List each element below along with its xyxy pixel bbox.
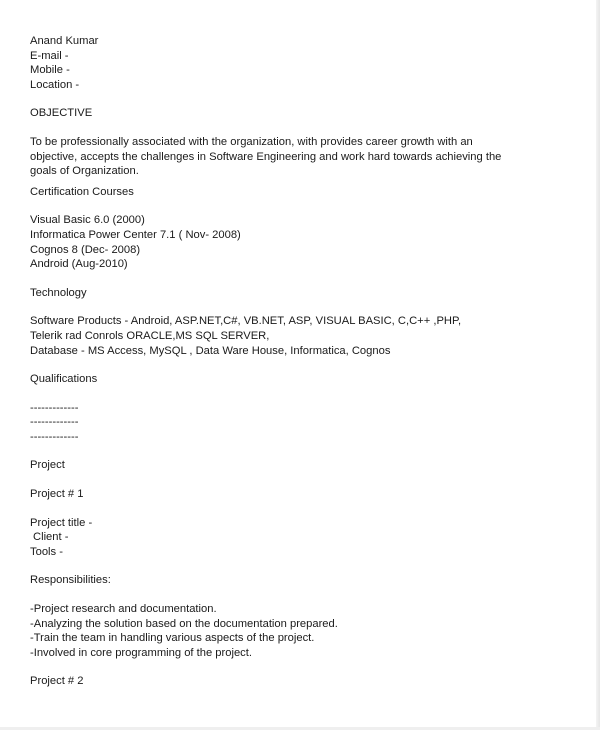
project-1-heading: Project # 1	[30, 488, 84, 501]
candidate-name: Anand Kumar	[30, 35, 99, 47]
qualification-item: -------------	[30, 416, 79, 429]
responsibility-item: -Train the team in handling various aspects of the project.	[30, 632, 315, 645]
responsibilities-heading: Responsibilities:	[30, 574, 111, 587]
certifications-section	[30, 185, 570, 272]
certification-item: Informatica Power Center 7.1 ( Nov- 2008)	[30, 228, 241, 241]
objective-section	[30, 106, 570, 178]
responsibility-item: -Involved in core programming of the project.	[30, 646, 252, 659]
technology-line: Telerik rad Conrols ORACLE,MS SQL SERVER,	[30, 329, 270, 342]
project-tools-line: Tools -	[30, 545, 63, 558]
contact-block	[30, 34, 570, 92]
technology-line: Database - MS Access, MySQL , Data Ware House, Informatica, Cognos	[30, 344, 391, 357]
qualification-item: -------------	[30, 430, 79, 443]
certifications-heading: Certification Courses	[30, 185, 134, 198]
responsibility-item: -Project research and documentation.	[30, 603, 217, 616]
technology-section	[30, 286, 570, 358]
project-client-line: Client -	[33, 531, 69, 544]
page-right-edge	[596, 0, 600, 730]
technology-line: Software Products - Android, ASP.NET,C#, VB.NET, ASP, VISUAL BASIC, C,C++ ,PHP,	[30, 315, 462, 328]
project-heading: Project	[30, 459, 65, 472]
project-2-heading: Project # 2	[30, 675, 84, 688]
objective-text-line: objective, accepts the challenges in Software Engineering and work hard towards achieving the	[30, 150, 502, 163]
objective-text-line: goals of Organization.	[30, 165, 139, 178]
certification-item: Cognos 8 (Dec- 2008)	[30, 243, 141, 256]
objective-heading: OBJECTIVE	[30, 107, 93, 120]
project-section	[30, 458, 570, 689]
qualifications-heading: Qualifications	[30, 373, 98, 386]
mobile-line: Mobile -	[30, 64, 70, 77]
certification-item: Android (Aug-2010)	[30, 258, 128, 271]
qualification-item: -------------	[30, 401, 79, 414]
qualifications-section	[30, 372, 570, 444]
location-line: Location -	[30, 78, 80, 91]
resume-content	[30, 34, 570, 689]
technology-heading: Technology	[30, 286, 87, 299]
objective-text-line: To be professionally associated with the organization, with provides career growth with an	[30, 135, 473, 148]
email-line: E-mail -	[30, 49, 69, 62]
project-title-line: Project title -	[30, 516, 93, 529]
certification-item: Visual Basic 6.0 (2000)	[30, 214, 145, 227]
responsibility-item: -Analyzing the solution based on the documentation prepared.	[30, 617, 338, 630]
